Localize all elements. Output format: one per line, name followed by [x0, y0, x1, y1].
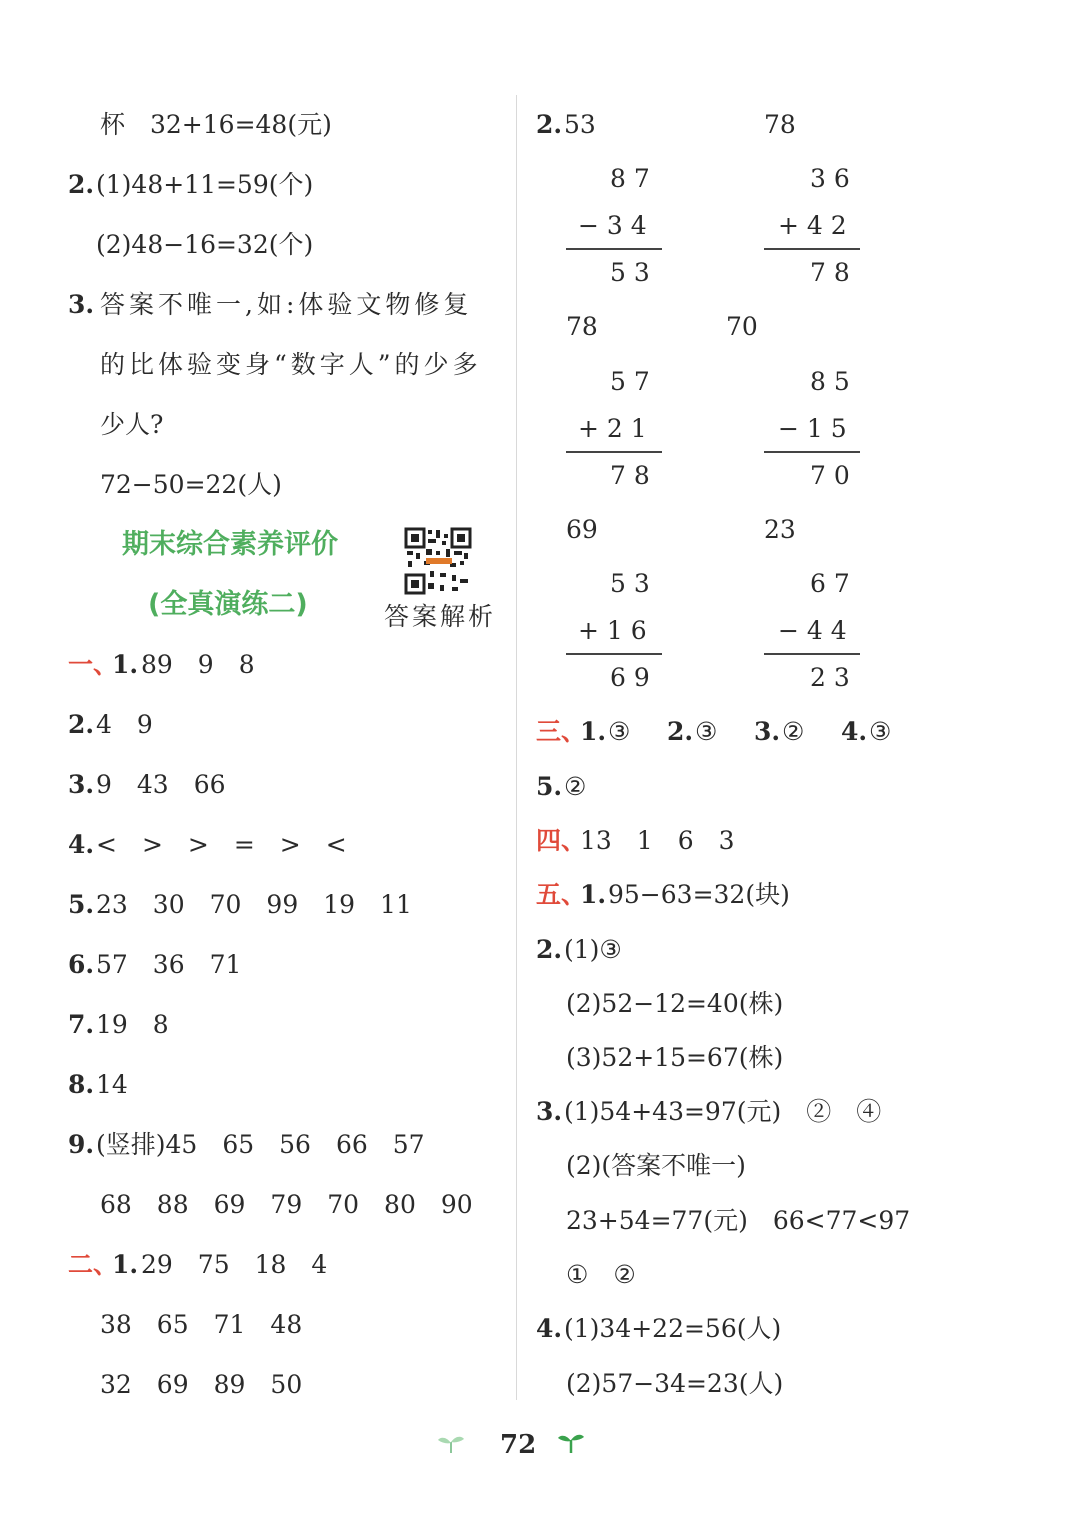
- answer-line: 19 8: [96, 1010, 169, 1039]
- qr-code-icon: [404, 527, 472, 595]
- answer-line: 32 69 89 50: [100, 1370, 303, 1399]
- vertical-calc-result: 7 0: [810, 461, 850, 490]
- question-number: 2.: [536, 110, 563, 139]
- answer-line: (2)(答案不唯一): [566, 1151, 746, 1180]
- calc-line: [566, 653, 662, 655]
- answer-line: 95−63=32(块): [608, 880, 790, 909]
- vertical-calc-top: 8 7: [610, 164, 650, 193]
- answer-line: 杯 32+16=48(元): [100, 110, 332, 139]
- question-number: 2.: [667, 717, 694, 746]
- answer-line: 57 36 71: [96, 950, 242, 979]
- answer-value: ②: [782, 717, 805, 746]
- question-number: 1.: [580, 717, 607, 746]
- answer-value: ③: [695, 717, 718, 746]
- answer-line: (2)48−16=32(个): [96, 230, 314, 259]
- vertical-calc-operand: − 4 4: [778, 616, 847, 645]
- calc-line: [566, 248, 662, 250]
- answer-line: 答案不唯一,如:体验文物修复: [100, 290, 473, 319]
- sprout-icon: [556, 1430, 586, 1454]
- answer-line: (1)48+11=59(个): [96, 170, 314, 199]
- vertical-calc-top: 8 5: [810, 367, 850, 396]
- answer-line: ① ②: [566, 1260, 636, 1289]
- answer-line: 23+54=77(元) 66<77<97: [566, 1206, 911, 1235]
- question-number: 8.: [68, 1070, 95, 1099]
- answer-line: 13 1 6 3: [580, 826, 735, 855]
- answer-line: 23 30 70 99 19 11: [96, 890, 412, 919]
- section-marker: 四、: [536, 826, 587, 855]
- vertical-calc-top: 5 7: [610, 367, 650, 396]
- section-marker: 三、: [536, 717, 587, 746]
- calc-line: [764, 451, 860, 453]
- answer-value: 23: [764, 515, 796, 544]
- question-number: 2.: [68, 710, 95, 739]
- question-number: 4.: [841, 717, 868, 746]
- vertical-calc-top: 3 6: [810, 164, 850, 193]
- page-number: 72: [500, 1430, 537, 1460]
- vertical-calc-result: 7 8: [810, 258, 850, 287]
- question-number: 3.: [754, 717, 781, 746]
- section-marker: 二、: [68, 1250, 119, 1279]
- answer-value: ③: [608, 717, 631, 746]
- vertical-calc-top: 5 3: [610, 569, 650, 598]
- sprout-icon: [436, 1432, 466, 1454]
- answer-value: ③: [869, 717, 892, 746]
- answer-line: 89 9 8: [141, 650, 255, 679]
- vertical-calc-result: 6 9: [610, 663, 650, 692]
- answer-line: 4 9: [96, 710, 153, 739]
- question-number: 3.: [68, 770, 95, 799]
- answer-value: ②: [564, 772, 587, 801]
- section-subtitle: (全真演练二): [148, 589, 308, 620]
- answer-line: 14: [96, 1070, 128, 1099]
- answer-line: < > > = > <: [96, 830, 347, 859]
- answer-line: (1)③: [564, 935, 622, 964]
- question-number: 2.: [68, 170, 95, 199]
- answer-line: 68 88 69 79 70 80 90: [100, 1190, 473, 1219]
- question-number: 7.: [68, 1010, 95, 1039]
- vertical-calc-result: 2 3: [810, 663, 850, 692]
- qr-caption: 答案解析: [384, 602, 497, 631]
- answer-value: 69: [566, 515, 598, 544]
- column-divider: [516, 95, 517, 1400]
- question-number: 9.: [68, 1130, 95, 1159]
- answer-line: (竖排)45 65 56 66 57: [96, 1130, 425, 1159]
- question-number: 1.: [580, 880, 607, 909]
- question-number: 3.: [536, 1097, 563, 1126]
- vertical-calc-result: 5 3: [610, 258, 650, 287]
- answer-line: (1)34+22=56(人): [564, 1314, 782, 1343]
- calc-line: [764, 653, 860, 655]
- calc-line: [566, 451, 662, 453]
- answer-line: 9 43 66: [96, 770, 226, 799]
- question-number: 3.: [68, 290, 95, 319]
- calc-line: [764, 248, 860, 250]
- question-number: 4.: [68, 830, 95, 859]
- vertical-calc-top: 6 7: [810, 569, 850, 598]
- vertical-calc-operand: − 1 5: [778, 414, 847, 443]
- question-number: 6.: [68, 950, 95, 979]
- question-number: 5.: [68, 890, 95, 919]
- question-number: 5.: [536, 772, 563, 801]
- answer-value: 70: [726, 312, 758, 341]
- question-number: 1.: [112, 1250, 139, 1279]
- answer-line: (2)57−34=23(人): [566, 1369, 784, 1398]
- answer-value: 78: [764, 110, 796, 139]
- vertical-calc-operand: + 4 2: [778, 211, 847, 240]
- answer-line: (3)52+15=67(株): [566, 1043, 784, 1072]
- question-number: 4.: [536, 1314, 563, 1343]
- question-number: 2.: [536, 935, 563, 964]
- vertical-calc-operand: − 3 4: [578, 211, 647, 240]
- section-marker: 五、: [536, 880, 587, 909]
- answer-line: 的比体验变身“数字人”的少多: [100, 350, 482, 379]
- answer-line: (2)52−12=40(株): [566, 989, 784, 1018]
- section-title: 期末综合素养评价: [122, 529, 338, 560]
- answer-value: 53: [564, 110, 596, 139]
- vertical-calc-result: 7 8: [610, 461, 650, 490]
- question-number: 1.: [112, 650, 139, 679]
- answer-line: (1)54+43=97(元) ② ④: [564, 1097, 882, 1126]
- section-marker: 一、: [68, 650, 119, 679]
- answer-line: 38 65 71 48: [100, 1310, 303, 1339]
- vertical-calc-operand: + 1 6: [578, 616, 647, 645]
- answer-line: 少人?: [100, 410, 164, 439]
- vertical-calc-operand: + 2 1: [578, 414, 647, 443]
- answer-line: 29 75 18 4: [141, 1250, 328, 1279]
- answer-line: 72−50=22(人): [100, 470, 282, 499]
- answer-value: 78: [566, 312, 598, 341]
